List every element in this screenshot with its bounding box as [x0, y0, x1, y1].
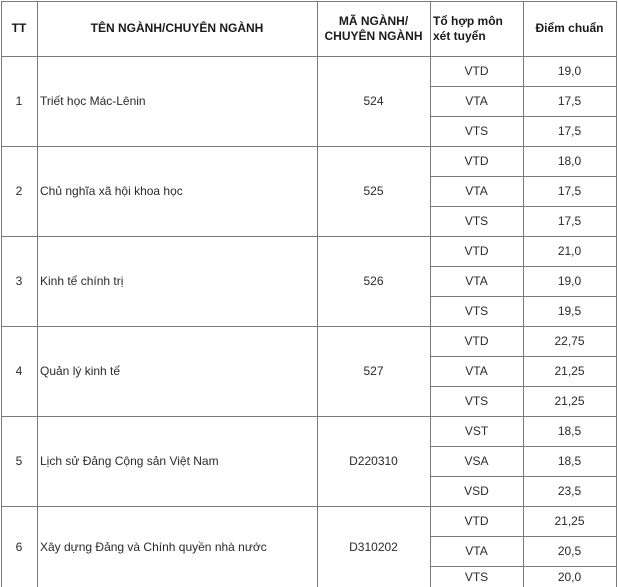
- cutoff-score: 19,0: [557, 64, 582, 78]
- cutoff-score: 17,5: [557, 124, 582, 138]
- header-tt: TT: [11, 21, 27, 35]
- major-code: 524: [363, 94, 384, 108]
- row-number: 3: [15, 274, 23, 288]
- cutoff-score: 21,25: [554, 364, 585, 378]
- header-code: MÃ NGÀNH/ CHUYÊN NGÀNH: [324, 13, 423, 43]
- cutoff-score: 21,25: [554, 394, 585, 408]
- subject-combo: VTD: [464, 334, 489, 348]
- cutoff-score: 21,0: [557, 244, 582, 258]
- cutoff-score: 20,5: [557, 544, 582, 558]
- cutoff-score: 21,25: [554, 514, 585, 528]
- cutoff-score: 17,5: [557, 184, 582, 198]
- subject-combo: VTD: [464, 514, 489, 528]
- major-name: Lịch sử Đảng Cộng sản Việt Nam: [40, 454, 219, 468]
- header-score: Điểm chuẩn: [535, 21, 604, 35]
- subject-combo: VST: [464, 424, 489, 438]
- major-name: Kinh tế chính trị: [40, 274, 124, 288]
- major-name: Xây dựng Đảng và Chính quyền nhà nước: [40, 539, 267, 554]
- major-name: Chủ nghĩa xã hội khoa học: [40, 184, 183, 198]
- cutoff-score: 17,5: [557, 214, 582, 228]
- row-number: 5: [15, 454, 23, 468]
- row-number: 6: [15, 539, 23, 554]
- subject-combo: VTS: [464, 394, 489, 408]
- header-name: TÊN NGÀNH/CHUYÊN NGÀNH: [90, 21, 264, 35]
- subject-combo: VSA: [464, 454, 489, 468]
- cutoff-score: 18,5: [557, 454, 582, 468]
- cutoff-score: 18,5: [557, 424, 582, 438]
- subject-combo: VTA: [465, 274, 488, 288]
- major-code: D310202: [349, 539, 398, 554]
- row-number: 1: [15, 94, 23, 108]
- row-number: 2: [15, 184, 23, 198]
- cutoff-score: 17,5: [557, 94, 582, 108]
- cutoff-score: 20,0: [557, 569, 582, 584]
- major-name: Quản lý kinh tế: [40, 364, 121, 378]
- subject-combo: VTA: [465, 94, 488, 108]
- major-code: D220310: [349, 454, 398, 468]
- subject-combo: VTA: [465, 544, 488, 558]
- major-name: Triết học Mác-Lênin: [40, 94, 146, 108]
- subject-combo: VTA: [465, 364, 488, 378]
- major-code: 527: [363, 364, 384, 378]
- subject-combo: VTS: [464, 569, 489, 584]
- cutoff-score: 23,5: [557, 484, 582, 498]
- major-code: 526: [363, 274, 384, 288]
- row-number: 4: [15, 364, 23, 378]
- header-combo: Tổ hợp môn xét tuyển: [433, 13, 503, 43]
- subject-combo: VTA: [465, 184, 488, 198]
- cutoff-score: 19,5: [557, 304, 582, 318]
- subject-combo: VTD: [464, 154, 489, 168]
- subject-combo: VTD: [464, 244, 489, 258]
- major-code: 525: [363, 184, 384, 198]
- subject-combo: VTD: [464, 64, 489, 78]
- cutoff-score: 19,0: [557, 274, 582, 288]
- cutoff-score: 18,0: [557, 154, 582, 168]
- subject-combo: VTS: [464, 124, 489, 138]
- cutoff-score: 22,75: [554, 334, 585, 348]
- subject-combo: VTS: [464, 304, 489, 318]
- subject-combo: VSD: [464, 484, 489, 498]
- subject-combo: VTS: [464, 214, 489, 228]
